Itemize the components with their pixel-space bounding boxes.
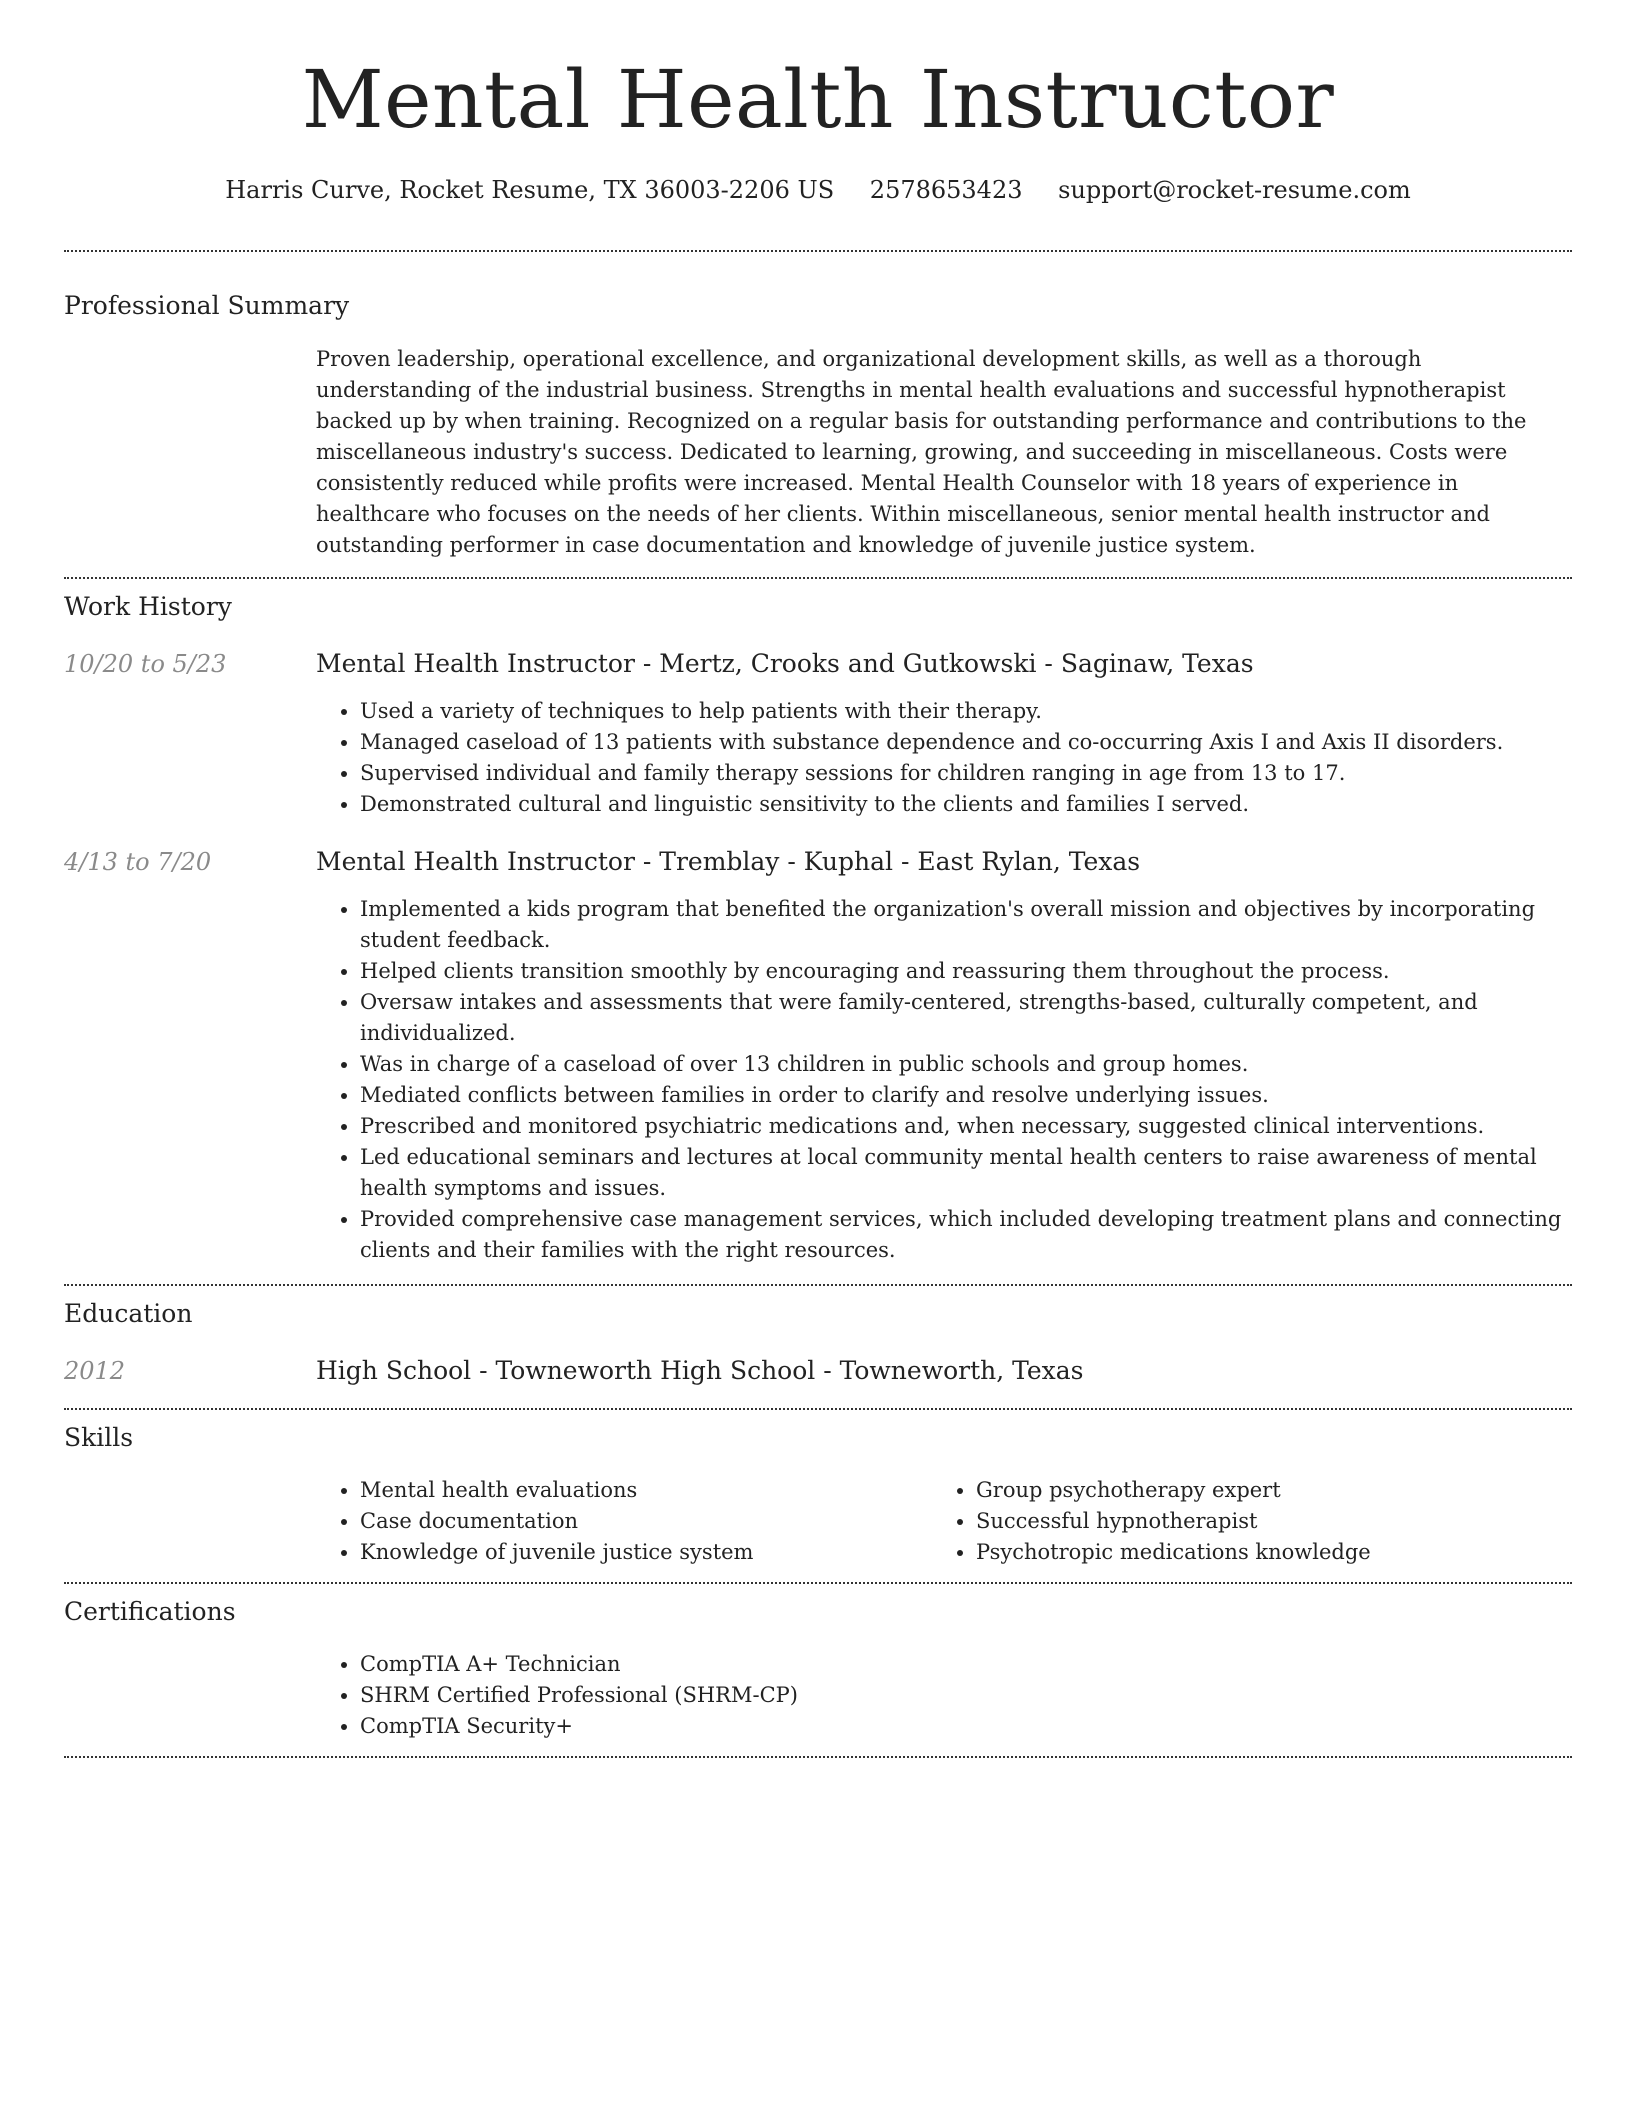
section-title-work: Work History	[64, 592, 232, 621]
list-item: • Group psychotherapy expert	[976, 1475, 1548, 1506]
work-section	[64, 579, 1572, 1266]
list-item: • Psychotropic medications knowledge	[976, 1537, 1548, 1568]
list-item: • Prescribed and monitored psychiatric medications and, when necessary, suggested clinical interventions.	[360, 1111, 1572, 1142]
list-item: • Demonstrated cultural and linguistic sensitivity to the clients and families I served.	[360, 789, 1572, 820]
certifications-list	[316, 1649, 1572, 1742]
job-bullets	[316, 696, 1572, 820]
job-heading: Mental Health Instructor - Mertz, Crooks and Gutkowski - Saginaw, Texas	[316, 649, 1254, 678]
skills-list	[316, 1475, 1572, 1568]
list-item: • CompTIA A+ Technician	[360, 1649, 1572, 1680]
list-item: • Successful hypnotherapist	[976, 1506, 1548, 1537]
job-dates: 10/20 to 5/23	[64, 650, 227, 678]
list-item: • Implemented a kids program that benefited the organization's overall mission and objectives by incorporating student feedback.	[360, 894, 1572, 956]
job-entry	[64, 647, 1572, 820]
list-item: • Oversaw intakes and assessments that were family-centered, strengths-based, culturally competent, and individualized.	[360, 987, 1572, 1049]
section-title-education: Education	[64, 1299, 193, 1328]
skills-section	[64, 1410, 1572, 1568]
list-item: • SHRM Certified Professional (SHRM-CP)	[360, 1680, 1572, 1711]
job-bullets	[316, 894, 1572, 1266]
education-entry	[64, 1354, 1572, 1388]
summary-content	[316, 344, 1572, 561]
resume-page	[64, 0, 1572, 1758]
section-title-skills: Skills	[64, 1423, 134, 1452]
education-section	[64, 1286, 1572, 1388]
list-item: • CompTIA Security+	[360, 1711, 1572, 1742]
skills-column-left	[316, 1475, 932, 1568]
list-item: • Helped clients transition smoothly by encouraging and reassuring them throughout the process.	[360, 956, 1572, 987]
section-title-certifications: Certifications	[64, 1597, 236, 1626]
skills-column-right	[932, 1475, 1548, 1568]
contact-email: support@rocket-resume.com	[1058, 176, 1411, 204]
list-item: • Provided comprehensive case management services, which included developing treatment plans and connecting clients and their families with the right resources.	[360, 1204, 1572, 1266]
summary-section	[64, 252, 1572, 561]
certifications-section	[64, 1584, 1572, 1742]
list-item: • Case documentation	[360, 1506, 932, 1537]
education-year: 2012	[64, 1357, 126, 1385]
job-entry	[64, 845, 1572, 1266]
list-item: • Mental health evaluations	[360, 1475, 932, 1506]
section-title-summary: Professional Summary	[64, 291, 350, 320]
list-item: • Knowledge of juvenile justice system	[360, 1537, 932, 1568]
summary-text: Proven leadership, operational excellence, and organizational development skills, as well as a thorough understanding of the industrial business. Strengths in mental health evaluations and successful hypnotherapist backed up by when training. Recognized on a regular basis for outstanding performance and contributions to the miscellaneous industry's success. Dedicated to learning, growing, and succeeding in miscellaneous. Costs were consistently reduced while profits were increased. Mental Health Counselor with 18 years of experience in healthcare who focuses on the needs of her clients. Within miscellaneous, senior mental health instructor and outstanding performer in case documentation and knowledge of juvenile justice system.	[316, 347, 1527, 557]
list-item: • Was in charge of a caseload of over 13 children in public schools and group homes.	[360, 1049, 1572, 1080]
list-item: • Used a variety of techniques to help patients with their therapy.	[360, 696, 1572, 727]
job-heading: Mental Health Instructor - Tremblay - Kuphal - East Rylan, Texas	[316, 847, 1141, 876]
job-dates: 4/13 to 7/20	[64, 848, 212, 876]
contact-phone: 2578653423	[869, 176, 1023, 204]
list-item: • Managed caseload of 13 patients with substance dependence and co-occurring Axis I and Axis II disorders.	[360, 727, 1572, 758]
contact-address: Harris Curve, Rocket Resume, TX 36003-2206 US	[225, 176, 835, 204]
education-heading: High School - Towneworth High School - Towneworth, Texas	[316, 1356, 1084, 1385]
resume-header	[64, 0, 1572, 206]
candidate-name: Mental Health Instructor	[301, 53, 1335, 146]
list-item: • Led educational seminars and lectures at local community mental health centers to raise awareness of mental health symptoms and issues.	[360, 1142, 1572, 1204]
divider	[64, 1756, 1572, 1758]
contact-line	[64, 174, 1572, 206]
list-item: • Mediated conflicts between families in order to clarify and resolve underlying issues.	[360, 1080, 1572, 1111]
list-item: • Supervised individual and family therapy sessions for children ranging in age from 13 to 17.	[360, 758, 1572, 789]
